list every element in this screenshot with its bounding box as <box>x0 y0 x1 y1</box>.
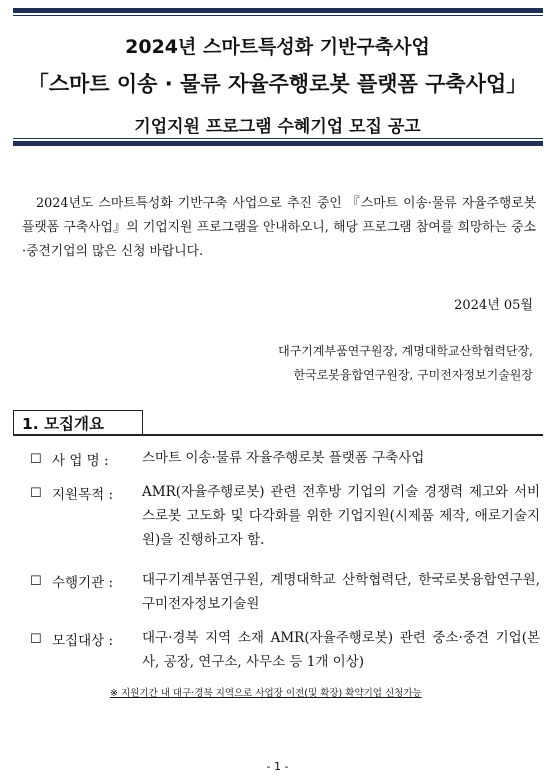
item-text-purpose: AMR(자율주행로봇) 관련 전후방 기업의 기술 경쟁력 제고와 서비스로봇 고도화 및 다각화를 위한 기업지원(시제품 제작, 애로기술지원)을 진행하고자 함. <box>142 484 540 548</box>
title-line-3: 기업지원 프로그램 수혜기업 모집 공고 <box>134 117 421 137</box>
announcement-date: 2024년 05월 <box>454 298 533 313</box>
checkbox-icon: ☐ <box>30 452 42 467</box>
organizations-line-2: 한국로봇융합연구원장, 구미전자정보기술원장 <box>293 368 533 382</box>
item-text-target: 대구·경북 지역 소재 AMR(자율주행로봇) 관련 중소·중견 기업(본사, 공장, 연구소, 사무소 등 1개 이상) <box>142 630 540 670</box>
item-text-project-name: 스마트 이송·물류 자율주행로봇 플랫폼 구축사업 <box>142 450 425 466</box>
header-rule-bottom <box>13 141 543 146</box>
checkbox-icon: ☐ <box>30 486 42 501</box>
title-line-1: 2024년 스마트특성화 기반구축사업 <box>125 36 430 58</box>
header-rule-top-thin <box>13 15 543 16</box>
checkbox-icon: ☐ <box>30 632 42 647</box>
checkbox-icon: ☐ <box>30 574 42 589</box>
section-heading: 1. 모집개요 <box>22 415 104 433</box>
item-label-organizations: 수행기관 : <box>52 575 114 591</box>
item-label-purpose: 지원목적 : <box>52 487 114 503</box>
organizations-line-1: 대구기계부품연구원장, 계명대학교산학협력단장, <box>278 344 533 358</box>
eligibility-note: ※ 지원기간 내 대구·경북 지역으로 사업장 이전(및 확장) 확약기업 신청가능 <box>110 688 422 699</box>
header-rule-top <box>13 8 543 13</box>
intro-paragraph: 2024년도 스마트특성화 기반구축 사업으로 추진 중인 『스마트 이송·물류 자율주행로봇 플랫폼 구축사업』의 기업지원 프로그램을 안내하오니, 해당 프로그램 참여를 희망하는 중소·중견기업의 많은 신청 바랍니다. <box>22 196 536 259</box>
item-label-project-name: 사 업 명 : <box>52 453 109 469</box>
item-label-target: 모집대상 : <box>52 633 114 649</box>
item-text-organizations: 대구기계부품연구원, 계명대학교 산학협력단, 한국로봇융합연구원, 구미전자정보기술원 <box>142 572 540 612</box>
title-line-2: 「스마트 이송 · 물류 자율주행로봇 플랫폼 구축사업」 <box>27 72 528 96</box>
page-number: - 1 - <box>266 760 289 773</box>
header-rule-bottom-thin <box>13 138 543 139</box>
section-heading-rule <box>13 434 543 436</box>
